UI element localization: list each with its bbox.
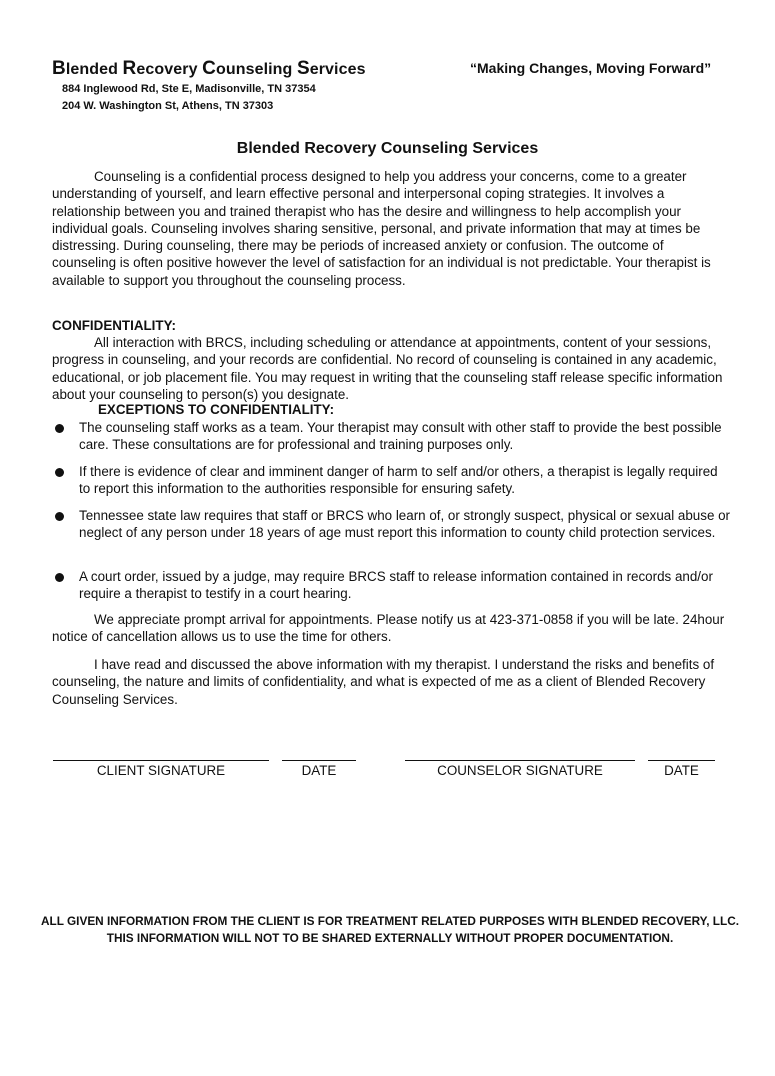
acknowledgement-paragraph: I have read and discussed the above information with my therapist. I understand the risks and benefits of counseling, the nature and limits of confidentiality, and what is expected of me as a client of Blended Recovery Counseling Services. xyxy=(52,657,715,707)
exceptions-heading: EXCEPTIONS TO CONFIDENTIALITY: xyxy=(98,402,335,417)
org-name-initial: S xyxy=(296,58,310,79)
org-name-word: ervices xyxy=(309,61,366,78)
tagline: “Making Changes, Moving Forward” xyxy=(470,60,712,76)
address-line-2: 204 W. Washington St, Athens, TN 37303 xyxy=(62,100,274,112)
exception-item xyxy=(52,419,732,454)
exception-item xyxy=(52,507,732,542)
client-signature-line[interactable] xyxy=(53,760,269,761)
exception-item xyxy=(52,463,732,498)
exception-text: A court order, issued by a judge, may require BRCS staff to release information contained in records and/or require a therapist to testify in a court hearing. xyxy=(79,569,713,602)
org-name-word: ecovery xyxy=(136,61,203,78)
bullet-icon xyxy=(55,512,64,521)
counselor-date-line[interactable] xyxy=(648,760,715,761)
bullet-icon xyxy=(55,424,64,433)
exception-text: The counseling staff works as a team. Your therapist may consult with other staff to provide the best possible care. These consultations are for professional and training purposes only. xyxy=(79,420,722,453)
counselor-date-label: DATE xyxy=(664,763,699,778)
exception-item xyxy=(52,568,732,603)
org-name-initial: B xyxy=(52,58,66,79)
organization-name xyxy=(52,58,366,80)
exception-text: If there is evidence of clear and imminent danger of harm to self and/or others, a therapist is legally required to report this information to the authorities responsible for ensuring safety. xyxy=(79,464,718,497)
counselor-signature-label: COUNSELOR SIGNATURE xyxy=(437,763,603,778)
client-signature-label: CLIENT SIGNATURE xyxy=(96,763,226,778)
client-date-line[interactable] xyxy=(282,760,356,761)
org-name-word: ounseling xyxy=(215,61,297,78)
footer-notice: ALL GIVEN INFORMATION FROM THE CLIENT IS FOR TREATMENT RELATED PURPOSES WITH BLENDED RECOVERY, LLC. THIS INFORMATION WILL NOT TO BE SHARED EXTERNALLY WITHOUT PROPER DOCUMENTATION. xyxy=(41,914,739,945)
bullet-icon xyxy=(55,468,64,477)
appointments-paragraph: We appreciate prompt arrival for appointments. Please notify us at 423-371-0858 if you will be late. 24hour notice of cancellation allows us to use the time for others. xyxy=(52,612,725,645)
org-name-word: lended xyxy=(65,61,123,78)
confidentiality-heading: CONFIDENTIALITY: xyxy=(52,318,176,333)
confidentiality-paragraph: All interaction with BRCS, including scheduling or attendance at appointments, content of your sessions, progress in counseling, and your records are confidential. No record of counseling is contained in any academic, educational, or job placement file. You may request in writing that the counseling staff release specific information about your counseling to person(s) you designate. xyxy=(52,335,723,402)
intro-paragraph: Counseling is a confidential process designed to help you address your concerns, come to a greater understanding of yourself, and learn effective personal and interpersonal coping strategies. It involves a relationship between you and trained therapist who has the desire and willingness to help accomplish your individual goals. Counseling involves sharing sensitive, personal, and private information that may at times be distressing. During counseling, there may be periods of increased anxiety or confusion. The outcome of counseling is often positive however the level of satisfaction for an individual is not predictable. Your therapist is available to support you throughout the counseling process. xyxy=(52,169,711,288)
org-name-initial: R xyxy=(122,58,137,79)
exception-text: Tennessee state law requires that staff or BRCS who learn of, or strongly suspect, physical or sexual abuse or neglect of any person under 18 years of age must report this information to county child protection services. xyxy=(79,508,731,541)
client-date-label: DATE xyxy=(301,763,337,778)
address-line-1: 884 Inglewood Rd, Ste E, Madisonville, TN 37354 xyxy=(62,83,316,95)
org-name-initial: C xyxy=(202,58,216,79)
counselor-signature-line[interactable] xyxy=(405,760,635,761)
bullet-icon xyxy=(55,573,64,582)
document-title: Blended Recovery Counseling Services xyxy=(236,140,539,157)
